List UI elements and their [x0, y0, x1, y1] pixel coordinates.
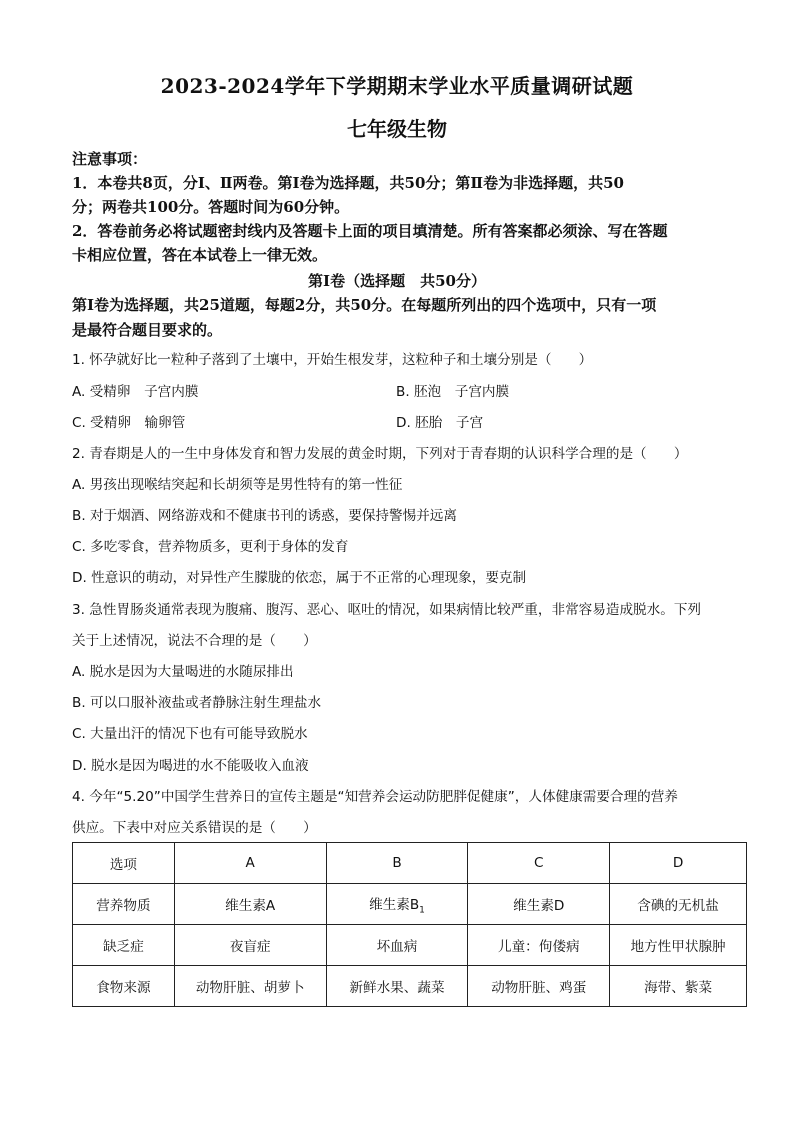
notice-heading: 注意事项： [72, 150, 148, 168]
notice-item-2-line-1: 2．答卷前务必将试题密封线内及答题卡上面的项目填清楚。所有答案都必须涂、写在答题 [72, 222, 668, 240]
section-1-intro-line-2: 是最符合题目要求的。 [72, 321, 223, 339]
table-row-header [73, 843, 747, 884]
table-cell: C [468, 843, 610, 884]
notice-item-2-line-2: 卡相应位置，答在本试卷上一律无效。 [72, 246, 328, 264]
exam-subtitle: 七年级生物 [347, 117, 447, 141]
question-2-option-d: D. 性意识的萌动，对异性产生朦胧的依恋，属于不正常的心理现象，要克制 [72, 570, 527, 586]
vitamin-b-subscript: 1 [419, 905, 425, 916]
question-2-option-b: B. 对于烟酒、网络游戏和不健康书刊的诱惑，要保持警惕并远离 [72, 508, 457, 524]
table-cell: 营养物质 [73, 884, 175, 925]
table-cell: 动物肝脏、鸡蛋 [468, 966, 610, 1007]
question-1-option-b: B. 胚泡 子宫内膜 [396, 384, 510, 400]
table-cell: 新鲜水果、蔬菜 [326, 966, 468, 1007]
table-cell: A [174, 843, 326, 884]
table-cell: 夜盲症 [174, 925, 326, 966]
vitamin-b-label: 维生素B [369, 896, 420, 913]
question-1-option-a: A. 受精卵 子宫内膜 [72, 384, 199, 400]
nutrition-table [72, 842, 747, 1007]
table-cell: 缺乏症 [73, 925, 175, 966]
table-cell: 海带、紫菜 [610, 966, 747, 1007]
table-cell: 食物来源 [73, 966, 175, 1007]
table-cell: 儿童：佝偻病 [468, 925, 610, 966]
table-cell: D [610, 843, 747, 884]
question-1-option-c: C. 受精卵 输卵管 [72, 415, 186, 431]
question-1-stem: 1. 怀孕就好比一粒种子落到了土壤中，开始生根发芽，这粒种子和土壤分别是（ ） [72, 352, 593, 368]
question-3-option-a: A. 脱水是因为大量喝进的水随尿排出 [72, 664, 294, 680]
table-cell: B [326, 843, 468, 884]
table-cell: 选项 [73, 843, 175, 884]
question-2-option-c: C. 多吃零食，营养物质多，更利于身体的发育 [72, 539, 349, 555]
question-3-stem-line-2: 关于上述情况，说法不合理的是（ ） [72, 633, 317, 649]
section-1-intro-line-1: 第Ⅰ卷为选择题，共25道题，每题2分，共50分。在每题所列出的四个选项中，只有一项 [72, 296, 657, 314]
question-3-option-b: B. 可以口服补液盐或者静脉注射生理盐水 [72, 695, 322, 711]
exam-title: 2023-2024学年下学期期末学业水平质量调研试题 [160, 74, 634, 98]
notice-item-1-line-2: 分；两卷共100分。答题时间为60分钟。 [72, 198, 350, 216]
table-cell: 含碘的无机盐 [610, 884, 747, 925]
table-cell: 地方性甲状腺肿 [610, 925, 747, 966]
question-2-option-a: A. 男孩出现喉结突起和长胡须等是男性特有的第一性征 [72, 477, 403, 493]
table-cell: 维生素A [174, 884, 326, 925]
table-row-source [73, 966, 747, 1007]
table-cell-vitamin-b1 [326, 884, 468, 925]
section-1-title: 第Ⅰ卷（选择题 共50分） [308, 272, 486, 290]
question-3-option-d: D. 脱水是因为喝进的水不能吸收入血液 [72, 758, 309, 774]
table-row-deficiency [73, 925, 747, 966]
question-4-stem-line-2: 供应。下表中对应关系错误的是（ ） [72, 820, 317, 836]
table-cell: 动物肝脏、胡萝卜 [174, 966, 326, 1007]
question-3-option-c: C. 大量出汗的情况下也有可能导致脱水 [72, 726, 308, 742]
question-1-option-d: D. 胚胎 子宫 [396, 415, 484, 431]
table-cell: 坏血病 [326, 925, 468, 966]
notice-item-1-line-1: 1．本卷共8页，分Ⅰ、Ⅱ两卷。第Ⅰ卷为选择题，共50分；第Ⅱ卷为非选择题，共50 [72, 174, 624, 192]
question-2-stem: 2. 青春期是人的一生中身体发育和智力发展的黄金时期，下列对于青春期的认识科学合理的是（ ） [72, 446, 688, 462]
question-4-stem-line-1: 4. 今年“5.20”中国学生营养日的宣传主题是“知营养会运动防肥胖促健康”，人体健康需要合理的营养 [72, 789, 678, 805]
table-cell: 维生素D [468, 884, 610, 925]
table-row-nutrient [73, 884, 747, 925]
question-3-stem-line-1: 3. 急性胃肠炎通常表现为腹痛、腹泻、恶心、呕吐的情况，如果病情比较严重，非常容易造成脱水。下列 [72, 602, 702, 618]
